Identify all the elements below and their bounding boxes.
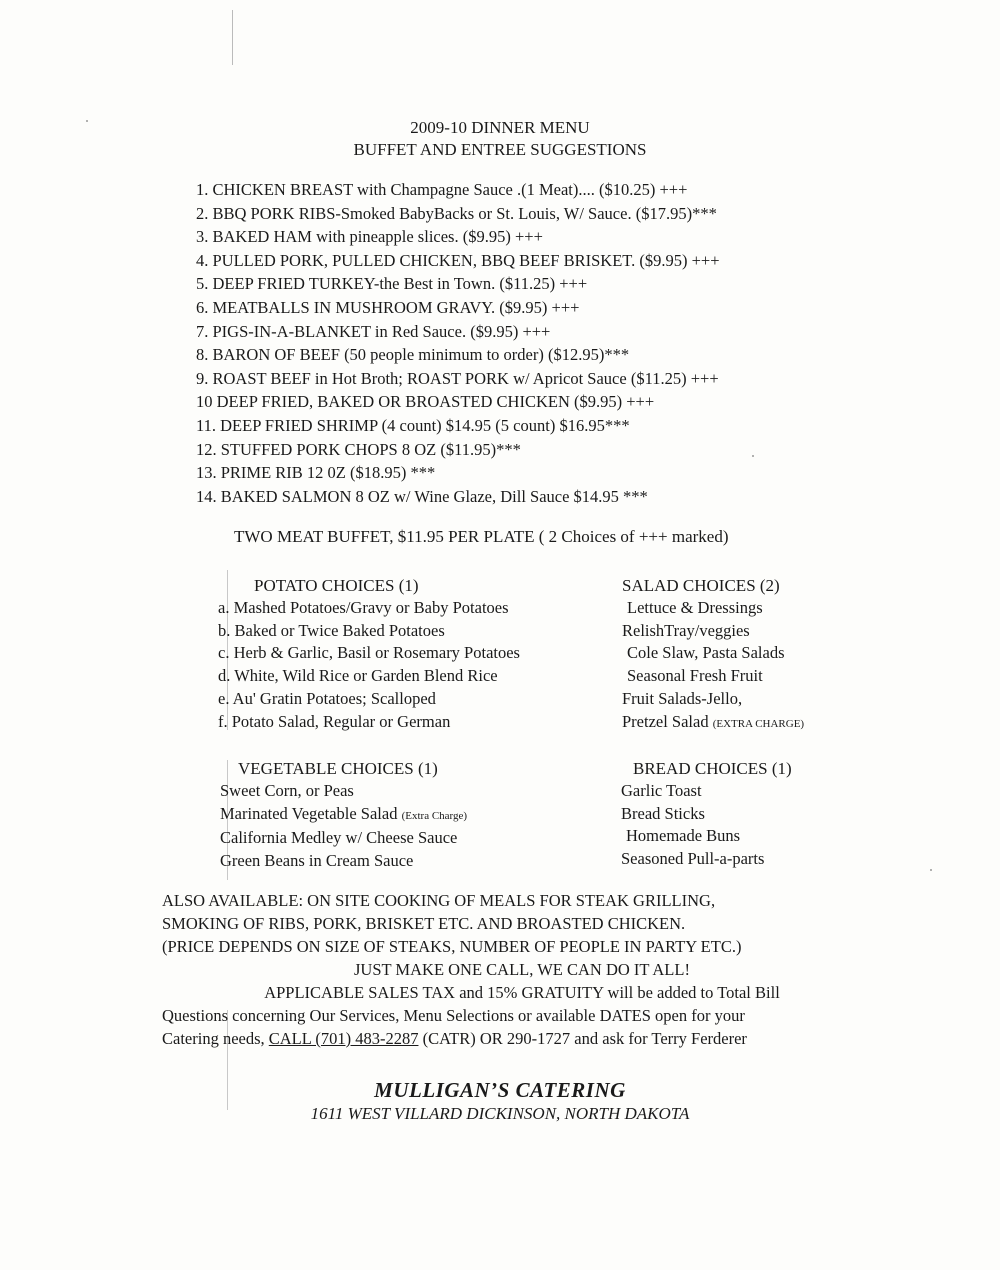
bread-item: Homemade Buns [626, 826, 741, 846]
vegetable-choices [220, 757, 467, 873]
scan-speck [930, 869, 932, 871]
salad-item: RelishTray/veggies [622, 620, 750, 640]
scan-artifact-line [232, 10, 233, 65]
salad-heading: SALAD CHOICES (2) [622, 576, 780, 595]
salad-item: Cole Slaw, Pasta Salads [627, 643, 785, 663]
entree-item: 14. BAKED SALMON 8 OZ w/ Wine Glaze, Dill Sauce $14.95 *** [196, 486, 648, 506]
vegetable-heading: VEGETABLE CHOICES (1) [238, 759, 438, 778]
bread-item: Garlic Toast [621, 781, 702, 800]
vegetable-item: Sweet Corn, or Peas [220, 781, 354, 800]
potato-heading: POTATO CHOICES (1) [254, 576, 419, 595]
entree-item: 2. BBQ PORK RIBS-Smoked BabyBacks or St. Louis, W/ Sauce. ($17.95)*** [196, 203, 717, 223]
potato-item: d. White, Wild Rice or Garden Blend Rice [218, 666, 498, 686]
entree-item: 11. DEEP FRIED SHRIMP (4 count) $14.95 (5 count) $16.95*** [196, 415, 630, 435]
company-name: MULLIGAN’S CATERING [374, 1078, 626, 1102]
also-line: ALSO AVAILABLE: ON SITE COOKING OF MEALS FOR STEAK GRILLING, [162, 891, 716, 910]
questions-line: Questions concerning Our Services, Menu Selections or available DATES open for your [162, 1006, 745, 1025]
potato-item: a. Mashed Potatoes/Gravy or Baby Potatoes [218, 598, 509, 617]
scan-speck [752, 455, 754, 457]
entree-item: 9. ROAST BEEF in Hot Broth; ROAST PORK w/ Apricot Sauce ($11.25) +++ [196, 368, 719, 388]
contact-suffix: (CATR) OR 290-1727 and ask for Terry Ferderer [422, 1029, 747, 1048]
bread-heading: BREAD CHOICES (1) [633, 759, 792, 778]
extra-charge-note: (Extra Charge) [401, 809, 468, 822]
menu-subtitle: BUFFET AND ENTREE SUGGESTIONS [353, 140, 647, 159]
entree-item: 13. PRIME RIB 12 0Z ($18.95) *** [196, 463, 436, 483]
entree-item: 6. MEATBALLS IN MUSHROOM GRAVY. ($9.95) +++ [196, 297, 580, 317]
also-available-section [162, 889, 882, 1050]
salad-item: Lettuce & Dressings [627, 598, 763, 617]
salad-item [622, 711, 804, 736]
entree-item: 5. DEEP FRIED TURKEY-the Best in Town. ($11.25) +++ [196, 274, 588, 294]
salad-item-label: Pretzel Salad [622, 711, 709, 731]
potato-item: c. Herb & Garlic, Basil or Rosemary Potatoes [218, 643, 520, 663]
vegetable-item: Green Beans in Cream Sauce [220, 851, 414, 871]
bread-item: Bread Sticks [621, 803, 705, 823]
also-line: SMOKING OF RIBS, PORK, BRISKET ETC. AND BROASTED CHICKEN. [162, 914, 686, 933]
bread-item: Seasoned Pull-a-parts [621, 849, 765, 869]
potato-item: f. Potato Salad, Regular or German [218, 711, 451, 731]
entree-item: 12. STUFFED PORK CHOPS 8 OZ ($11.95)*** [196, 439, 521, 459]
entree-item: 3. BAKED HAM with pineapple slices. ($9.95) +++ [196, 227, 543, 247]
vegetable-item [220, 803, 467, 828]
entree-item: 8. BARON OF BEEF (50 people minimum to order) ($12.95)*** [196, 345, 630, 365]
also-line: (PRICE DEPENDS ON SIZE OF STEAKS, NUMBER OF PEOPLE IN PARTY ETC.) [162, 937, 742, 956]
extra-charge-note: (EXTRA CHARGE) [712, 717, 805, 730]
slogan: JUST MAKE ONE CALL, WE CAN DO IT ALL! [354, 960, 690, 979]
contact-prefix: Catering needs, [162, 1029, 265, 1048]
menu-title: 2009-10 DINNER MENU [410, 118, 590, 137]
entree-item: 10 DEEP FRIED, BAKED OR BROASTED CHICKEN ($9.95) +++ [196, 392, 655, 412]
potato-item: e. Au' Gratin Potatoes; Scalloped [218, 688, 436, 708]
potato-item: b. Baked or Twice Baked Potatoes [218, 620, 445, 640]
bread-choices [621, 757, 792, 871]
entree-item: 1. CHICKEN BREAST with Champagne Sauce .(1 Meat).... ($10.25) +++ [196, 180, 688, 199]
potato-choices [218, 574, 520, 733]
vegetable-item: California Medley w/ Cheese Sauce [220, 828, 458, 848]
vegetable-item-label: Marinated Vegetable Salad [220, 803, 398, 823]
entree-item: 4. PULLED PORK, PULLED CHICKEN, BBQ BEEF BRISKET. ($9.95) +++ [196, 250, 720, 270]
phone-number: CALL (701) 483-2287 [268, 1029, 419, 1048]
buffet-offer: TWO MEAT BUFFET, $11.95 PER PLATE ( 2 Choices of +++ marked) [234, 527, 729, 546]
salad-choices [622, 574, 804, 735]
salad-item: Fruit Salads-Jello, [622, 688, 743, 708]
entree-item: 7. PIGS-IN-A-BLANKET in Red Sauce. ($9.95) +++ [196, 321, 551, 341]
company-address: 1611 WEST VILLARD DICKINSON, NORTH DAKOTA [310, 1104, 690, 1123]
salad-item: Seasonal Fresh Fruit [627, 666, 763, 686]
entree-list [196, 178, 720, 508]
tax-gratuity-note: APPLICABLE SALES TAX and 15% GRATUITY will be added to Total Bill [264, 983, 780, 1002]
contact-line [162, 1027, 882, 1050]
